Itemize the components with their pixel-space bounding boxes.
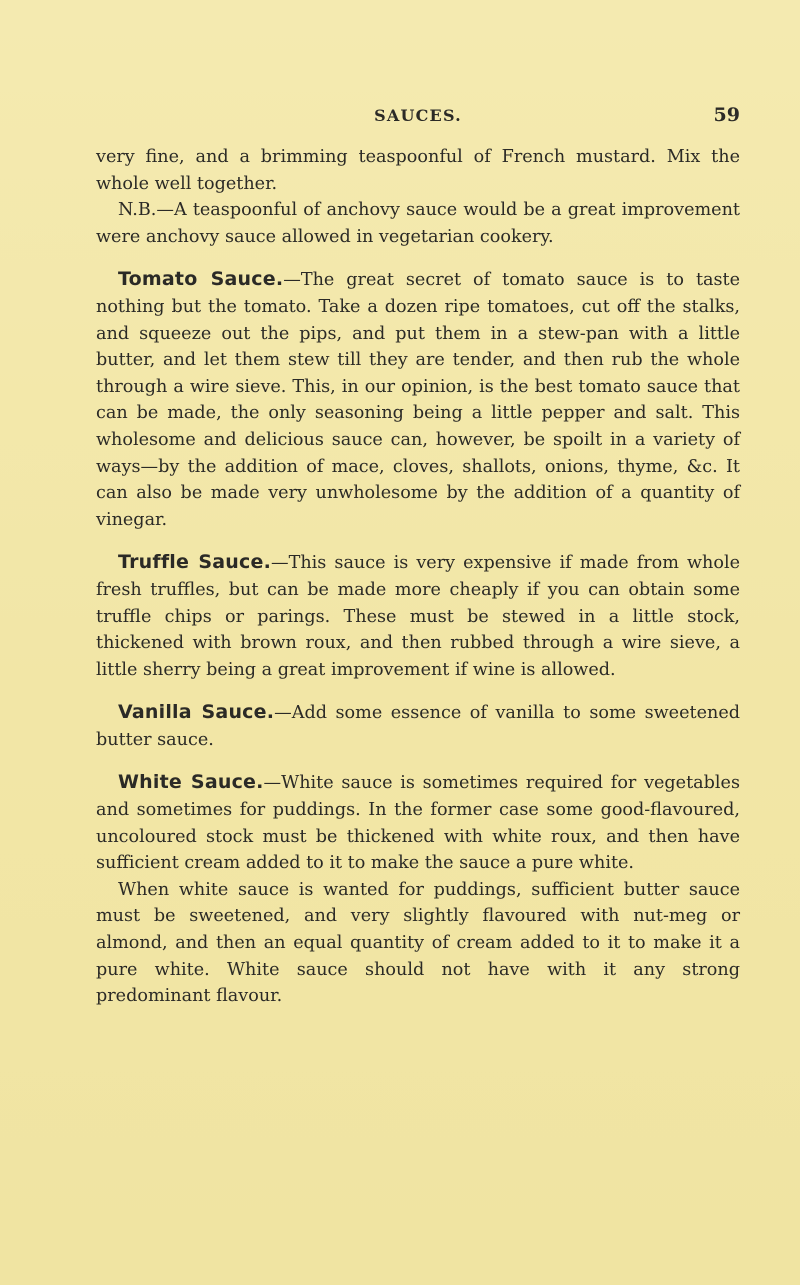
paragraph-white-sauce-puddings: When white sauce is wanted for puddings, sufficient butter sauce must be sweetened, and very slightly flavoured with nut-meg or almond, and then an equal quantity of cream added to it to make it a pure white. White sauce should not have with it any strong predominant flavour. (96, 879, 740, 1007)
body-vanilla-sauce: —Add some essence of vanilla to some sweetened butter sauce. (96, 703, 740, 750)
paragraph-white-sauce (96, 769, 740, 876)
running-title: SAUCES. (374, 106, 462, 125)
paragraph-nb: N.B.—A teaspoonful of anchovy sauce would be a great improvement were anchovy sauce allowed in vegetarian cookery. (96, 200, 740, 247)
book-page (96, 106, 740, 1010)
heading-white-sauce: White Sauce. (118, 771, 264, 794)
paragraph-continuation: very fine, and a brimming teaspoonful of French mustard. Mix the whole well together. (96, 147, 740, 194)
page-number: 59 (713, 104, 740, 126)
heading-tomato-sauce: Tomato Sauce. (118, 268, 284, 291)
body-truffle-sauce: —This sauce is very expensive if made from whole fresh truffles, but can be made more cheaply if you can obtain some truffle chips or parings. These must be stewed in a little stock, thickened with brown roux, and then rubbed through a wire sieve, a little sherry being a great improvement if wine is allowed. (96, 553, 740, 680)
paragraph-truffle-sauce (96, 549, 740, 683)
paragraph-tomato-sauce (96, 266, 740, 533)
paragraph-vanilla-sauce (96, 699, 740, 753)
heading-truffle-sauce: Truffle Sauce. (118, 551, 272, 574)
body-tomato-sauce: —The great secret of tomato sauce is to taste nothing but the tomato. Take a dozen ripe tomatoes, cut off the stalks, and squeeze out the pips, and put them in a stew-pan with a little butter, and let them stew till they are tender, and then rub the whole through a wire sieve. This, in our opinion, is the best tomato sauce that can be made, the only seasoning being a little pepper and salt. This wholesome and delicious sauce can, however, be spoilt in a variety of ways—by the addition of mace, cloves, shallots, onions, thyme, &c. It can also be made very unwholesome by the addition of a quantity of vinegar. (96, 270, 741, 530)
body-white-sauce: —White sauce is sometimes required for vegetables and sometimes for puddings. In the former case some good-flavoured, uncoloured stock must be thickened with white roux, and then have sufficient cream added to it to make the sauce a pure white. (96, 773, 740, 874)
heading-vanilla-sauce: Vanilla Sauce. (118, 701, 275, 724)
running-head (96, 106, 740, 134)
